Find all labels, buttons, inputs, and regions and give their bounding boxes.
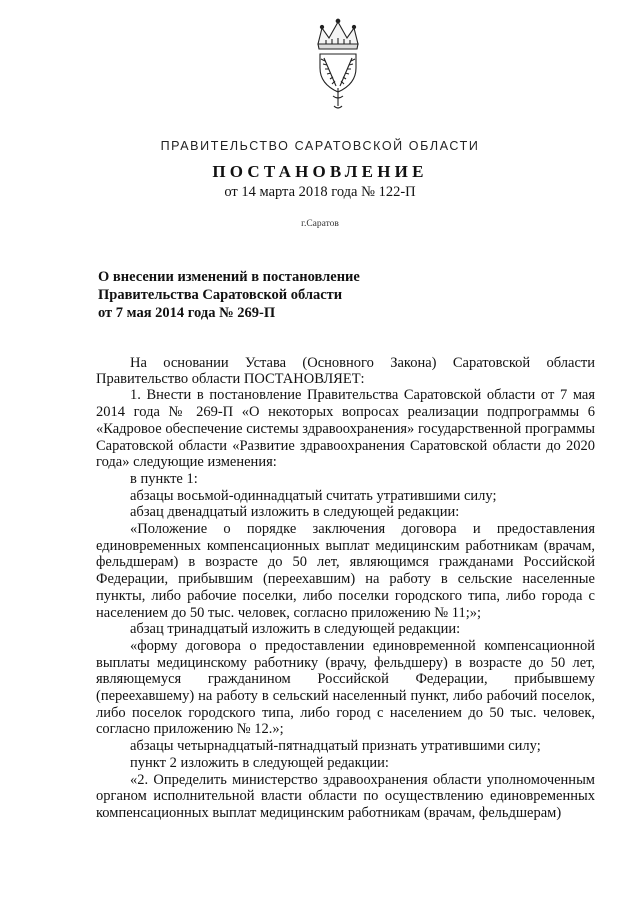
paragraph: 1. Внести в постановление Правительства Саратовской области от 7 мая 2014 года № 269-П «О некоторых вопросах реализации подпрограммы 6 «Кадровое обеспечение системы здравоохранения» государственной программы Саратовской области «Развитие здравоохранения Саратовской области до 2020 года» следующие изменения: [96,387,595,471]
document-type: ПОСТАНОВЛЕНИЕ [212,162,428,181]
paragraph: абзацы восьмой-одиннадцатый считать утратившими силу; [130,487,497,504]
paragraph: «форму договора о предоставлении единовременной компенсационной выплаты медицинскому работнику (врачу, фельдшеру) в возрасте до 50 лет, являющемуся гражданином Российской Федерации, прибывшему (переехавшему) на работу в сельский населенный пункт, либо рабочий поселок, либо поселок городского типа, либо город с населением до 50 тыс. человек, согласно приложению № 12.»; [96,637,595,738]
heading-line: О внесении изменений в постановление [98,269,360,285]
paragraph: «2. Определить министерство здравоохранения области уполномоченным органом исполнительной власти области по осуществлению единовременных компенсационных выплат медицинским работникам (врачам, фельдшерам) [96,771,595,821]
date-number: от 14 марта 2018 года № 122-П [224,184,416,200]
document-body [96,355,595,822]
paragraph: в пункте 1: [130,470,198,487]
government-name: ПРАВИТЕЛЬСТВО САРАТОВСКОЙ ОБЛАСТИ [160,139,480,153]
paragraph: абзац тринадцатый изложить в следующей редакции: [130,621,461,638]
paragraph: «Положение о порядке заключения договора и предоставления единовременных компенсационных выплат медицинским работникам (врачам, фельдшерам) в возрасте до 50 лет, являющимся гражданами Российской Федерации, прибывшим (переехавшим) на работу в сельские населенные пункты, либо рабочие поселки, либо поселки городского типа, либо города с населением до 50 тыс. человек, согласно приложению № 11;»; [96,521,595,621]
document-heading [98,268,438,322]
heading-line: от 7 мая 2014 года № 269-П [98,305,276,321]
city: г.Саратов [301,219,339,229]
paragraph: На основании Устава (Основного Закона) Саратовской области Правительство области ПОСТАНОВЛЯЕТ: [96,355,595,388]
coat-of-arms-icon [300,14,376,114]
paragraph: абзацы четырнадцатый-пятнадцатый признать утратившими силу; [130,738,541,755]
heading-line: Правительства Саратовской области [98,287,343,303]
paragraph: абзац двенадцатый изложить в следующей редакции: [130,504,460,521]
paragraph: пункт 2 изложить в следующей редакции: [130,754,389,771]
